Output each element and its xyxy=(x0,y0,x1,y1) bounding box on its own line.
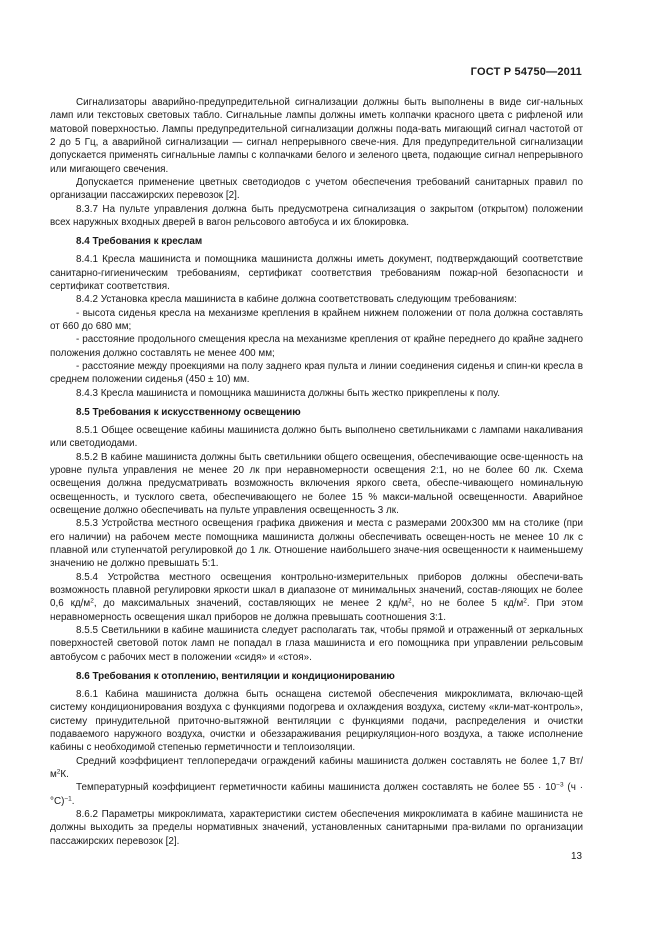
paragraph-8-4-3: 8.4.3 Кресла машиниста и помощника машиниста должны быть жестко прикреплены к полу. xyxy=(76,387,500,399)
heading-8-6: 8.6 Требования к отоплению, вентиляции и кондиционированию xyxy=(76,670,395,682)
page-number: 13 xyxy=(571,851,582,862)
heading-8-4: 8.4 Требования к креслам xyxy=(76,235,203,247)
list-item-seat-distance: - расстояние между проекциями на полу заднего края пульта и линии соединения сиденья и спин-ки кресла в среднем положении сиденья (450 ± 10) мм. xyxy=(50,361,583,386)
list-item-seat-height: - высота сиденья кресла на механизме крепления в крайнем нижнем положении от пола должна составлять от 660 до 680 мм; xyxy=(50,307,583,332)
paragraph-8-5-4: 8.5.4 Устройства местного освещения контрольно-измерительных приборов должны обеспечи-вать возможность плавной регулировки яркости шкал в диапазоне от минимальных значений, состав-ляющих не более 0,6 $кд/м^2$, до максимальных значений, составляющих не менее 2 $кд/м^2$, но не более 5 $кд/м^2$. При этом неравномерность освещения шкал приборов не должна превышать соотношения 3:1. xyxy=(50,571,583,623)
paragraph-8-5-5: 8.5.5 Светильники в кабине машиниста следует располагать так, чтобы прямой и отраженный от зеркальных поверхностей световой поток ламп не попадал в глаза машиниста и его помощника при управлении рельсовым автобусом с рабочих мест в положении «сидя» и «стоя». xyxy=(50,625,583,663)
paragraph-tightness-coefficient: Температурный коэффициент герметичности кабины машиниста должен составлять не более $55 \cdot 10^{-3}$ $(ч \cdot ^\circ С)^{-1}$. xyxy=(50,781,583,807)
paragraph-8-5-1: 8.5.1 Общее освещение кабины машиниста должно быть выполнено светильниками с лампами накаливания или светодиодами. xyxy=(50,424,583,450)
heading-8-5: 8.5 Требования к искусственному освещению xyxy=(76,406,301,418)
paragraph-signal-lamps: Сигнализаторы аварийно-предупредительной сигнализации должны быть выполнены в виде сиг-нальных ламп или текстовых световых табло. Сигнальные лампы должны иметь колпачки красного цвета с рифленой или матовой поверхностью. Лампы предупредительной сигнализации должны пода-вать мигающий сигнал частотой от 2 до 5 Гц, а аварийной сигнализации — сигнал непрерывного свече-ния. Для предупредительной сигнализации допускается применять сигнальные лампы с колпачками белого и зеленого цвета, подающие сигнал непрерывного или мигающего свечения. xyxy=(50,97,583,175)
paragraph-8-6-1: 8.6.1 Кабина машиниста должна быть оснащена системой обеспечения микроклимата, включаю-щей систему кондиционирования воздуха с функциями подогрева и охлаждения воздуха, систему «кли-мат-контроль», систему принудительной приточно-вытяжной вентиляции с функциями подачи, распределения и очистки подаваемого наружного воздуха, очистки и обеззараживания рециркуляцион-ного воздуха, а также исполнение кабины с необходимой степенью герметичности и теплоизоляции. xyxy=(50,688,583,754)
paragraph-8-5-2: 8.5.2 В кабине машиниста должны быть светильники общего освещения, обеспечивающие осве-щенность на уровне пульта управления не менее 20 лк при неравномерности освещения 2:1, но не более 60 лк. Схема освещения должна предусматривать возможность включения яркого света, обеспе-чивающего номинальную освещенность, и тусклого света, обеспечивающего не более 15 % макси-мальной освещенности. Аварийное освещение должно обеспечивать на пульте управления освещенность 3 лк. xyxy=(50,451,583,516)
paragraph-8-5-3: 8.5.3 Устройства местного освещения графика движения и места с размерами 200х300 мм на столике (при его наличии) на рабочем месте помощника машиниста должны обеспечивать освещен-ность не менее 10 лк с плавной или ступенчатой регулировкой до 1 лк. Отношение наибольшего значе-ния освещенности к наименьшему значению не должно превышать 5:1. xyxy=(50,518,583,570)
document-id: ГОСТ Р 54750—2011 xyxy=(470,66,582,78)
paragraph-8-4-2: 8.4.2 Установка кресла машиниста в кабине должна соответствовать следующим требованиям: xyxy=(76,294,517,306)
paragraph-led-allowed: Допускается применение цветных светодиодов с учетом обеспечения требований санитарных правил по организации пассажирских перевозок [2]. xyxy=(50,177,583,202)
paragraph-8-6-2: 8.6.2 Параметры микроклимата, характеристики систем обеспечения микроклимата в кабине машиниста не должны выходить за пределы нормативных значений, установленных санитарными пра-вилами по организации пассажирских перевозок [2]. xyxy=(50,809,583,847)
list-item-seat-shift: - расстояние продольного смещения кресла на механизме крепления от крайне переднего до крайне заднего положения должно составлять не менее 400 мм; xyxy=(50,334,583,359)
page-body xyxy=(50,96,583,848)
paragraph-8-4-1: 8.4.1 Кресла машиниста и помощника машиниста должны иметь документ, подтверждающий соответствие санитарно-гигиеническим требованиям, сертификат соответствия требованиям пожар-ной безопасности и сертификат соответствия. xyxy=(50,254,583,292)
paragraph-8-3-7: 8.3.7 На пульте управления должна быть предусмотрена сигнализация о закрытом (открытом) положении всех наружных входных дверей в вагон рельсового автобуса и их блокировка. xyxy=(50,203,583,229)
paragraph-heat-coefficient: Средний коэффициент теплопередачи ограждений кабины машиниста должен составлять не более 1,7 $Вт/м^2К$. xyxy=(50,755,583,780)
